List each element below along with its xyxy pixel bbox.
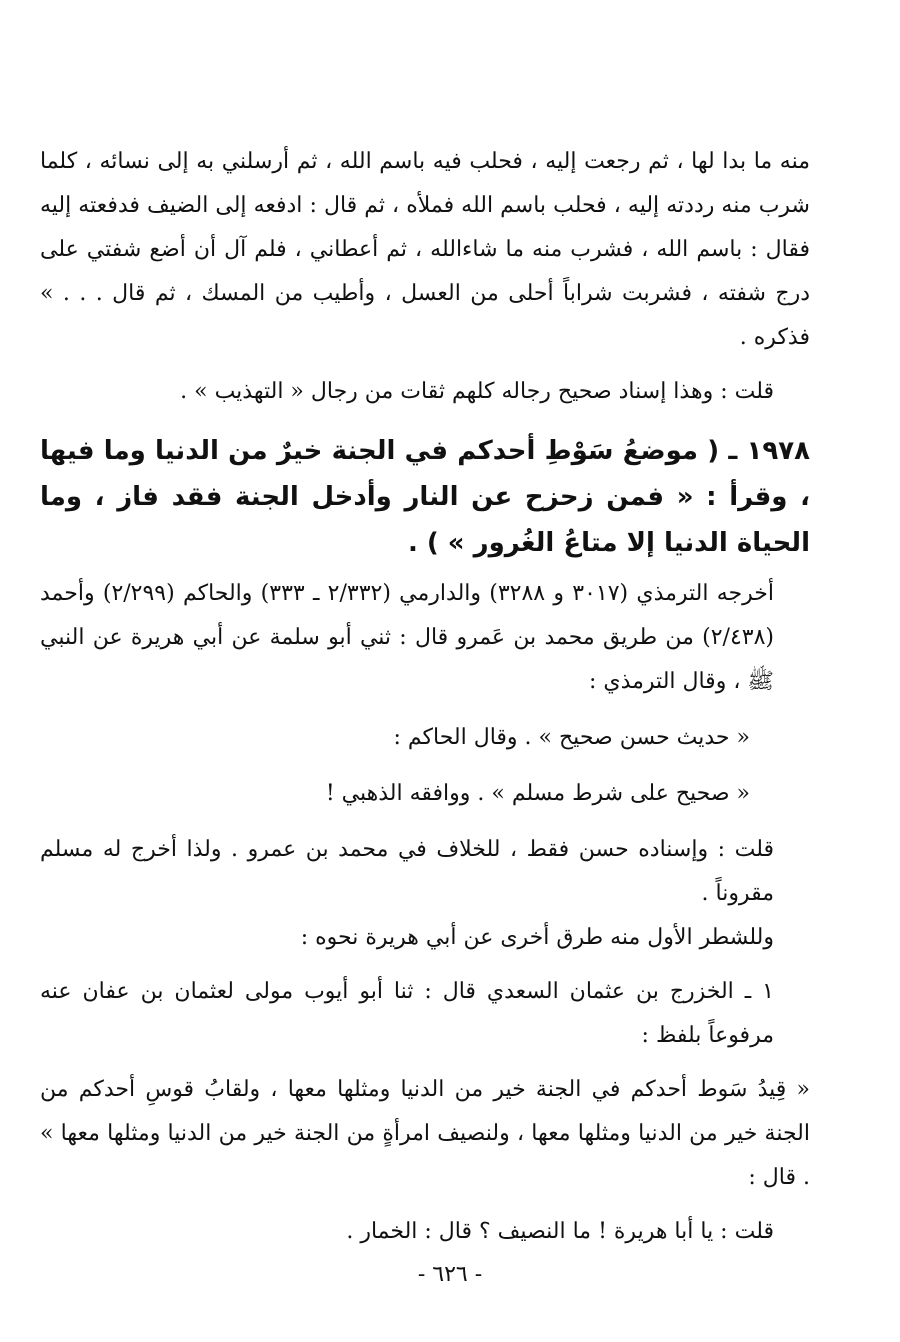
page-number: - ٦٢٦ - [417, 1262, 483, 1287]
paragraph-4: قلت : وإسناده حسن فقط ، للخلاف في محمد بن عمرو . ولذا أخرج له مسلم مقروناً . [40, 837, 774, 906]
paragraph-5: وللشطر الأول منه طرق أخرى عن أبي هريرة نحوه : [300, 925, 774, 950]
quote-2: « صحيح على شرط مسلم » . ووافقه الذهبي ! [325, 781, 750, 806]
quote-1: « حديث حسن صحيح » . وقال الحاكم : [393, 725, 750, 750]
page-body [40, 140, 810, 1254]
paragraph-2: قلت : وهذا إسناد صحيح رجاله كلهم ثقات من رجال « التهذيب » . [180, 379, 774, 404]
paragraph-7: « قِيدُ سَوط أحدكم في الجنة خير من الدنيا ومثلها معها ، ولقابُ قوسِ أحدكم من الجنة خير من الدنيا ومثلها معها ، ولنصيف امرأةٍ من الجنة خير من الدنيا ومثلها معها » . قال : [40, 1077, 810, 1190]
paragraph-3: أخرجه الترمذي (٣٠١٧ و ٣٢٨٨) والدارمي (٢/٣٣٢ ـ ٣٣٣) والحاكم (٢/٢٩٩) وأحمد (٢/٤٣٨) من طريق محمد بن عَمرو قال : ثني أبو سلمة عن أبي هريرة عن النبي ﷺ ، وقال الترمذي : [40, 581, 774, 694]
paragraph-6: ١ ـ الخزرج بن عثمان السعدي قال : ثنا أبو أيوب مولى لعثمان بن عفان عنه مرفوعاً بلفظ : [40, 979, 774, 1048]
paragraph-8: قلت : يا أبا هريرة ! ما النصيف ؟ قال : الخمار . [346, 1219, 774, 1244]
hadith-title: ١٩٧٨ ـ ( موضعُ سَوْطِ أحدكم في الجنة خيرٌ من الدنيا وما فيها ، وقرأ : « فمن زحزح عن النار وأدخل الجنة فقد فاز ، وما الحياة الدنيا إلا متاعُ الغُرور » ) . [40, 436, 810, 558]
paragraph-1: منه ما بدا لها ، ثم رجعت إليه ، فحلب فيه باسم الله ، ثم أرسلني به إلى نسائه ، كلما شرب منه رددته إليه ، فحلب باسم الله فملأه ، ثم قال : ادفعه إلى الضيف فدفعته إليه فقال : باسم الله ، فشرب منه ما شاءالله ، ثم أعطاني ، فلم آل أن أضع شفتي على درج شفته ، فشربت شراباً أحلى من العسل ، وأطيب من المسك ، ثم قال . . . » فذكره . [40, 149, 810, 350]
